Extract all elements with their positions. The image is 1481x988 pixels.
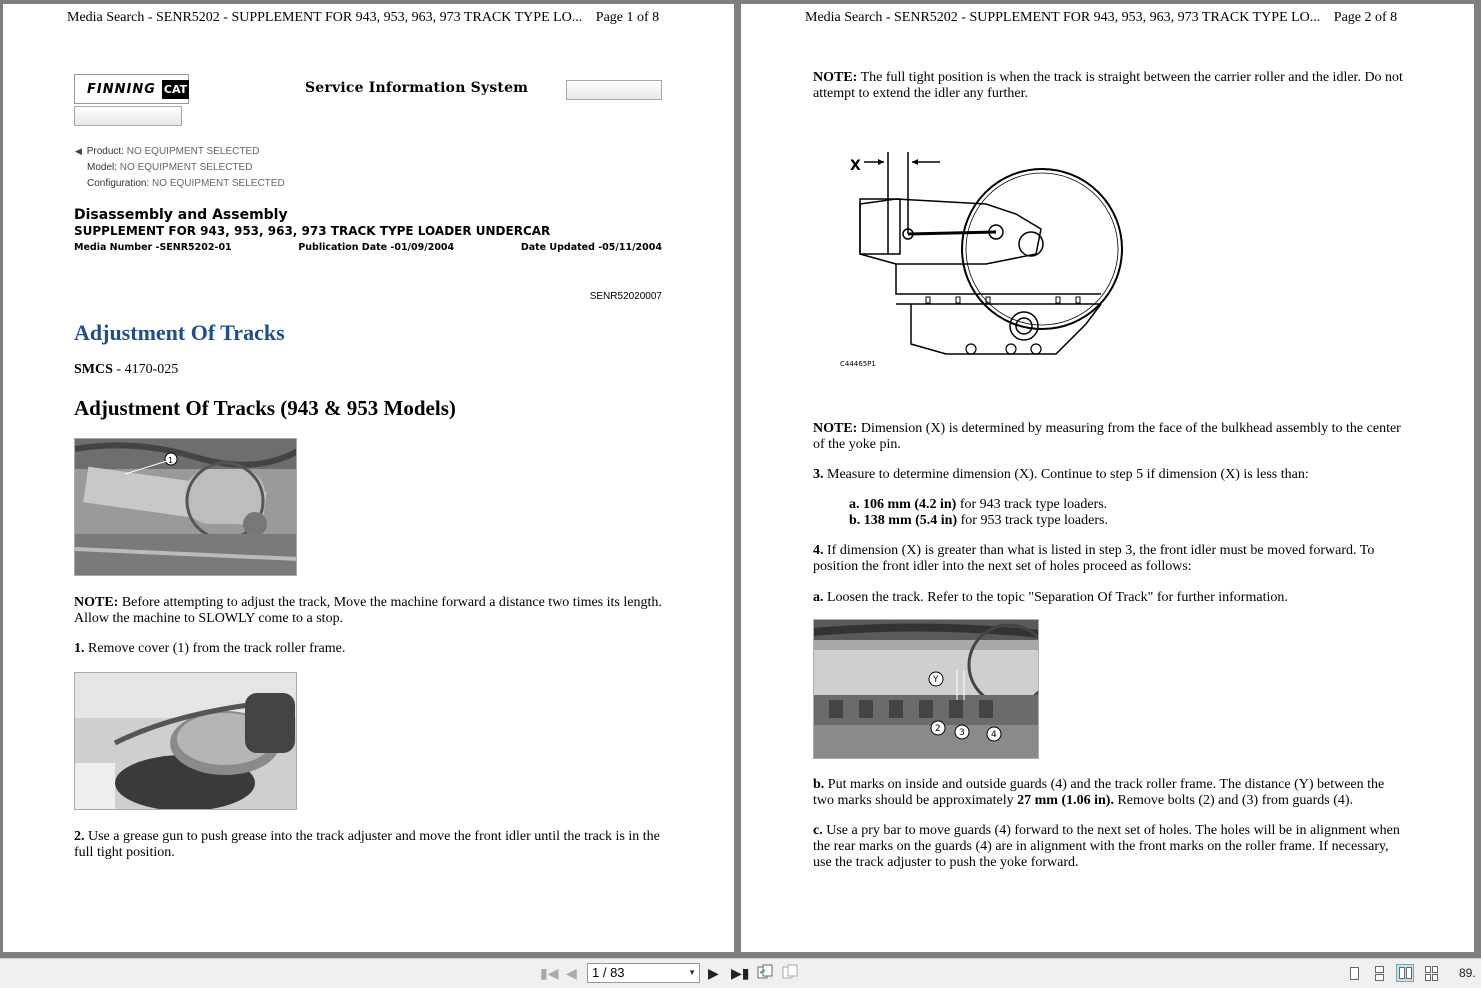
step-3-number: 3. [813, 467, 824, 482]
step-3a-text: for 943 track type loaders. [956, 497, 1108, 512]
step-3a-value: 106 mm (4.2 in) [859, 497, 957, 512]
page-number-value: 1 / 83 [592, 965, 625, 980]
chevron-down-icon[interactable]: ▼ [688, 968, 696, 977]
product-label: Product: [86, 146, 124, 157]
step-3b-value: 138 mm (5.4 in) [860, 513, 958, 528]
idler-diagram [836, 144, 1136, 374]
step-3b-prefix: b. [849, 513, 861, 528]
step-4-text: If dimension (X) is greater than what is listed in step 3, the front idler must be moved forward. To position the front idler into the next set of holes proceed as follows: [813, 543, 1375, 574]
callout-3: 3 [959, 728, 965, 738]
note-dimension-x [813, 421, 1403, 453]
note-text: The full tight position is when the track is straight between the carrier roller and the idler. Do not attempt to extend the idler any further. [813, 70, 1403, 101]
logo-cat-text: CAT [162, 80, 189, 99]
callout-1: 1 [168, 456, 174, 465]
sis-field-box [566, 80, 662, 100]
subheading: Adjustment Of Tracks (943 & 953 Models) [74, 396, 456, 420]
next-view-icon[interactable] [781, 963, 799, 984]
step-3a-prefix: a. [849, 497, 860, 512]
step-4c-label: c. [813, 823, 823, 838]
last-page-icon[interactable]: ▶▮ [731, 965, 750, 981]
step-2 [74, 829, 664, 861]
step-4a-label: a. [813, 590, 824, 605]
step-1 [74, 641, 664, 657]
document-title: SUPPLEMENT FOR 943, 953, 963, 973 TRACK TYPE LOADER UNDERCAR [74, 224, 551, 238]
document-id: SENR52020007 [589, 291, 662, 302]
sis-field-box-2 [74, 106, 182, 126]
logo-finning-text: FINNING [87, 81, 156, 97]
collapse-arrow-icon[interactable]: ◀ [75, 146, 82, 156]
previous-view-icon[interactable] [756, 963, 774, 984]
note-label: NOTE: [813, 421, 858, 436]
step-3b-text: for 953 track type loaders. [957, 513, 1108, 528]
continuous-facing-view-icon[interactable] [1422, 964, 1440, 982]
step-3a [849, 497, 1107, 513]
header-page-number: Page 1 of 8 [595, 10, 660, 25]
next-page-icon[interactable]: ▶ [708, 965, 719, 981]
step-2-text: Use a grease gun to push grease into the track adjuster and move the front idler until the track is in the full tight position. [74, 829, 660, 860]
page-1 [3, 4, 734, 952]
model-label: Model: [87, 162, 118, 173]
note-text: Dimension (X) is determined by measuring from the face of the bulkhead assembly to the center of the yoke pin. [813, 421, 1401, 452]
callout-y: Y [933, 675, 939, 685]
step-4 [813, 543, 1403, 575]
first-page-icon[interactable]: ▮◀ [540, 965, 559, 981]
grease-gun-photo [74, 672, 297, 810]
step-3 [813, 467, 1403, 483]
smcs-label: SMCS [74, 362, 113, 377]
step-1-number: 1. [74, 641, 85, 656]
callout-2: 2 [935, 724, 941, 734]
zoom-level[interactable]: 89. [1459, 966, 1476, 980]
bottom-toolbar [0, 958, 1481, 988]
note-full-tight [813, 70, 1403, 102]
step-4b-value: 27 mm (1.06 in). [1017, 793, 1114, 808]
diagram-x-label: X [850, 158, 861, 174]
finning-cat-logo [74, 74, 189, 104]
note-label: NOTE: [813, 70, 858, 85]
document-meta [74, 242, 662, 253]
model-row [87, 162, 252, 173]
header-title: Media Search - SENR5202 - SUPPLEMENT FOR 943, 953, 963, 973 TRACK TYPE LO... [805, 10, 1321, 25]
configuration-label: Configuration: [87, 178, 150, 189]
step-4b-text-2: Remove bolts (2) and (3) from guards (4). [1113, 793, 1354, 808]
smcs-code [74, 362, 178, 378]
page-number-input[interactable] [587, 963, 700, 983]
publication-date: Publication Date -01/09/2004 [298, 242, 455, 253]
sis-title: Service Information System [305, 80, 529, 96]
step-2-number: 2. [74, 829, 85, 844]
header-page-number: Page 2 of 8 [1333, 10, 1398, 25]
continuous-view-icon[interactable] [1370, 964, 1388, 982]
step-4a [813, 590, 1403, 606]
step-4c-text: Use a pry bar to move guards (4) forward to the next set of holes. The holes will be in alignment when the rear marks on the guards (4) are in alignment with the front marks on the roller frame. If necessary, use the track adjuster to push the yoke forward. [813, 823, 1400, 870]
prev-page-icon[interactable]: ◀ [566, 965, 577, 981]
callout-4: 4 [991, 730, 997, 740]
configuration-row [87, 178, 285, 189]
page-heading: Adjustment Of Tracks [74, 320, 285, 345]
step-4-number: 4. [813, 543, 824, 558]
model-value: NO EQUIPMENT SELECTED [119, 162, 253, 173]
note-label: NOTE: [74, 595, 119, 610]
diagram-code: C44465P1 [840, 360, 876, 368]
section-title: Disassembly and Assembly [74, 207, 288, 223]
step-3-text: Measure to determine dimension (X). Continue to step 5 if dimension (X) is less than: [823, 467, 1309, 482]
track-frame-photo [74, 438, 297, 576]
page-2 [741, 4, 1474, 952]
step-1-text: Remove cover (1) from the track roller frame. [84, 641, 346, 656]
facing-pages-view-icon[interactable] [1396, 964, 1414, 982]
step-3b [849, 513, 1108, 529]
guards-photo [813, 619, 1039, 759]
step-4b-text-1: Put marks on inside and outside guards (4) and the track roller frame. The distance (Y) between the two marks should be approximately [813, 777, 1385, 808]
step-4a-text: Loosen the track. Refer to the topic "Separation Of Track" for further information. [823, 590, 1288, 605]
header-title: Media Search - SENR5202 - SUPPLEMENT FOR 943, 953, 963, 973 TRACK TYPE LO... [67, 10, 583, 25]
note-text: Before attempting to adjust the track, Move the machine forward a distance two times its length. Allow the machine to SLOWLY come to a stop. [74, 595, 662, 626]
product-row [75, 146, 259, 157]
media-number: Media Number -SENR5202-01 [74, 242, 232, 253]
date-updated: Date Updated -05/11/2004 [520, 242, 662, 253]
step-4b-label: b. [813, 777, 825, 792]
step-4c [813, 823, 1403, 871]
single-page-view-icon[interactable] [1345, 964, 1363, 982]
smcs-value: - 4170-025 [112, 362, 179, 377]
product-value: NO EQUIPMENT SELECTED [126, 146, 260, 157]
note-paragraph [74, 595, 664, 627]
page-header [67, 10, 659, 26]
configuration-value: NO EQUIPMENT SELECTED [152, 178, 285, 189]
page-header [805, 10, 1397, 26]
step-4b [813, 777, 1405, 809]
